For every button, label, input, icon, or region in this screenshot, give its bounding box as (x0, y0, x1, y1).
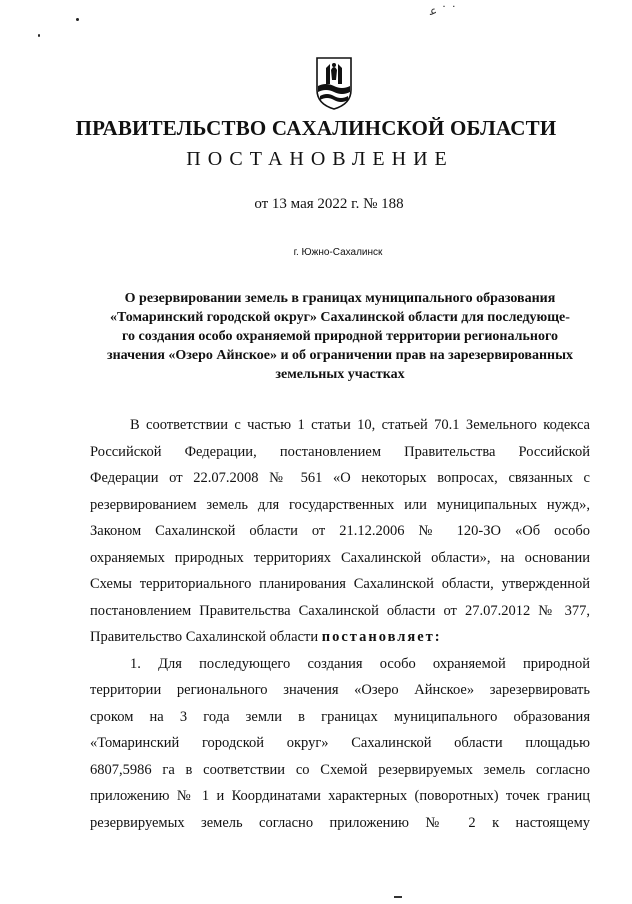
document-subject (90, 289, 590, 384)
resolves-word: постановляет: (321, 629, 442, 645)
preamble-line: В соответствии с частью 1 статьи 10, статьей 70.1 Земельного кодекса (130, 417, 590, 433)
scan-speck (76, 18, 79, 21)
item1-line: сроком на 3 года земли в границах муниципального образования (90, 708, 590, 725)
sakhalin-coat-of-arms-icon (314, 56, 354, 110)
subject-line: О резервировании земель в границах муниципального образования (124, 291, 556, 306)
preamble-line: охраняемых природных территориях Сахалинской области», на основании (90, 549, 590, 566)
item1-line: «Томаринский городской округ» Сахалинской области площадью (90, 735, 590, 751)
item1-line: территории регионального значения «Озеро Айнское» зарезервировать (90, 682, 590, 698)
scan-speck (38, 34, 40, 37)
resolves-line (90, 624, 590, 651)
preamble-line: Федерации от 22.07.2008 № 561 «О некоторых вопросах, связанных с (90, 470, 590, 486)
item1-line: 6807,5986 га в соответствии со Схемой резервируемых земель согласно (90, 761, 590, 778)
item1-line: приложению № 1 и Координатами характерных (поворотных) точек границ (90, 788, 590, 804)
item1-line: резервируемых земель согласно приложению № 2 к настоящему (90, 814, 590, 831)
document-date-number: от 13 мая 2022 г. № 188 (254, 196, 404, 212)
preamble-line: постановлением Правительства Сахалинской области от 27.07.2012 № 377, (90, 602, 590, 619)
subject-line: значения «Озеро Айнское» и об ограничении прав на зарезервированных (106, 348, 574, 363)
subject-line: го создания особо охраняемой природной территории регионального (122, 329, 558, 344)
item1-line: 1. Для последующего создания особо охраняемой природной (130, 655, 590, 672)
subject-line: «Томаринский городской округ» Сахалинской области для последующе- (110, 310, 570, 325)
document-type: ПОСТАНОВЛЕНИЕ (186, 148, 454, 170)
preamble-line: Схемы территориального планирования Сахалинской области, утвержденной (90, 576, 590, 592)
scan-speck (394, 896, 402, 898)
government-title: ПРАВИТЕЛЬСТВО САХАЛИНСКОЙ ОБЛАСТИ (75, 116, 557, 140)
document-city: г. Южно-Сахалинск (293, 247, 383, 258)
preamble-line: Российской Федерации, постановлением Правительства Российской (90, 443, 590, 460)
resolves-prefix: Правительство Сахалинской области (90, 629, 322, 645)
preamble-line: резервированием земель для государственных или муниципальных нужд», (90, 496, 590, 513)
subject-line: земельных участках (275, 367, 405, 382)
document-body (90, 412, 590, 836)
preamble-line: Законом Сахалинской области от 21.12.2006 № 120-ЗО «Об особо (90, 523, 590, 539)
handwritten-mark: ﻋ ˙ ˙ (430, 4, 457, 18)
